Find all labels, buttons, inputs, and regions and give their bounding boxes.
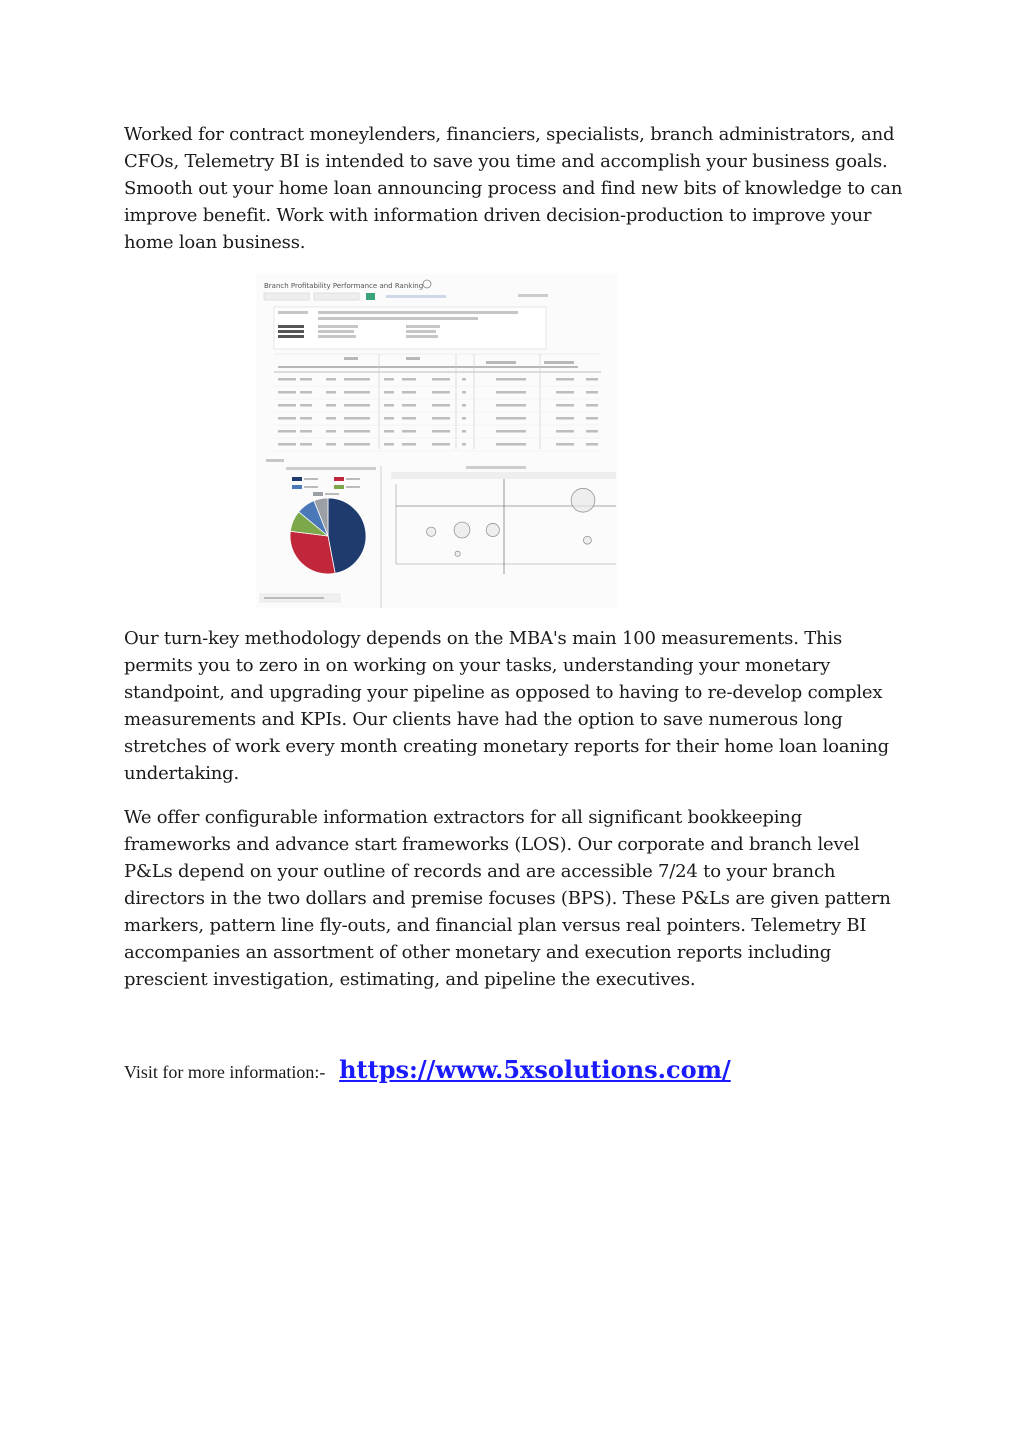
- table-row: [274, 378, 601, 386]
- extractors-paragraph: We offer configurable information extractors for all significant bookkeeping frameworks and advance start frameworks (LOS). Our corporate and branch level P&Ls depend on your outline of records and are accessible 7/24 to your branch directors in the two dollars and premise focuses (BPS). These P&Ls are given pattern markers, pattern line fly-outs, and financial plan versus real pointers. Telemetry BI accompanies an assortment of other monetary and execution reports including prescient investigation, estimating, and pipeline the executives.: [124, 807, 891, 990]
- bubble-point: [583, 536, 591, 544]
- bubble-point: [454, 522, 470, 538]
- visit-label: Visit for more information:-: [124, 1062, 326, 1082]
- help-icon: [423, 280, 431, 288]
- website-link[interactable]: https://www.5xsolutions.com/: [339, 1055, 731, 1084]
- dashboard-illustration: [256, 274, 618, 608]
- bubble-point: [455, 551, 460, 556]
- bubble-point: [486, 523, 499, 536]
- table-row: [274, 391, 601, 399]
- table-row: [274, 404, 601, 412]
- pie-legend: [292, 477, 360, 496]
- pie-slice: [290, 531, 335, 574]
- visit-line: [124, 1055, 731, 1088]
- pie-slice: [328, 498, 366, 573]
- go-button-icon: [366, 293, 375, 300]
- dashboard-screenshot: [256, 274, 618, 608]
- bubble-point: [571, 488, 595, 512]
- bubble-point: [427, 527, 436, 536]
- dashboard-title: Branch Profitability Performance and Ranking: [264, 282, 424, 290]
- table-row: [274, 417, 601, 425]
- table-row: [274, 430, 601, 438]
- ranking-table: [274, 354, 601, 451]
- methodology-paragraph: Our turn-key methodology depends on the MBA's main 100 measurements. This permits you to zero in on working on your tasks, understanding your monetary standpoint, and upgrading your pipeline as opposed to having to re-develop complex measurements and KPIs. Our clients have had the option to save numerous long stretches of work every month creating monetary reports for their home loan loaning undertaking.: [124, 628, 889, 784]
- intro-paragraph: Worked for contract moneylenders, financiers, specialists, branch administrators, and CFOs, Telemetry BI is intended to save you time and accomplish your business goals. Smooth out your home loan announcing process and find new bits of knowledge to can improve benefit. Work with information driven decision-production to improve your home loan business.: [124, 124, 903, 253]
- table-row: [274, 443, 601, 451]
- branch-pie-chart: [290, 498, 366, 574]
- bubble-chart: [391, 472, 616, 574]
